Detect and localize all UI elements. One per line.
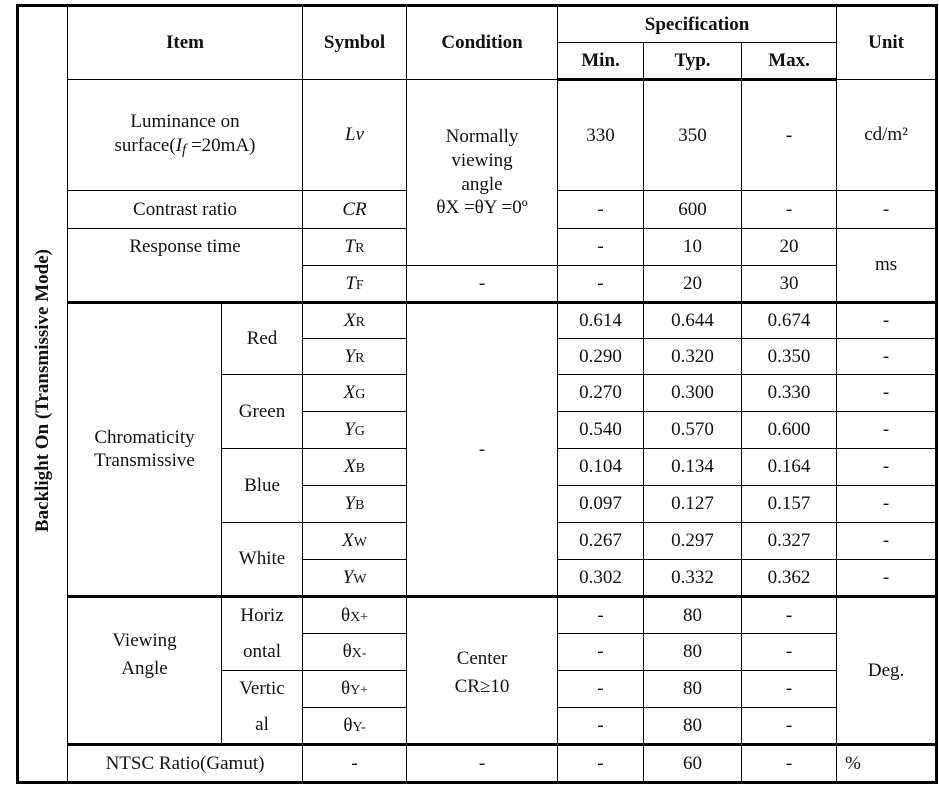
yw-typ: 0.332 [644,559,742,596]
color-red: Red [222,303,303,375]
response-tr-min: - [558,229,644,266]
contrast-unit: - [837,191,937,229]
table-row [18,303,937,339]
yr-min: 0.290 [558,338,644,374]
luminance-typ: 350 [644,80,742,191]
table-row [18,596,937,633]
chromaticity-condition: - [407,303,558,597]
yg-unit: - [837,411,937,448]
contrast-min: - [558,191,644,229]
response-tr-typ: 10 [644,229,742,266]
symbol-yw: YW [303,559,407,596]
luminance-item: Luminance on surface(If =20mA) [68,80,303,191]
symbol-yb: YB [303,485,407,522]
header-symbol: Symbol [303,6,407,80]
header-item: Item [68,6,303,80]
side-label: Backlight On (Transmissive Mode) [32,249,54,533]
yg-typ: 0.570 [644,411,742,448]
ntsc-typ: 60 [644,744,742,782]
symbol-theta-y-plus: θY+ [303,670,407,707]
xw-max: 0.327 [742,522,837,559]
vertical-label-2: al [222,707,303,744]
xg-min: 0.270 [558,374,644,411]
contrast-max: - [742,191,837,229]
spec-table [16,4,938,784]
theta-x-plus-typ: 80 [644,596,742,633]
yw-unit: - [837,559,937,596]
xr-min: 0.614 [558,303,644,339]
symbol-theta-y-minus: θY- [303,707,407,744]
header-max: Max. [742,43,837,80]
response-item-continuation [68,266,303,303]
response-item: Response time [68,229,303,266]
table-row [18,266,937,303]
xb-typ: 0.134 [644,448,742,485]
luminance-symbol: Lv [303,80,407,191]
xw-min: 0.267 [558,522,644,559]
contrast-symbol: CR [303,191,407,229]
header-condition: Condition [407,6,558,80]
response-unit: ms [837,229,937,303]
symbol-theta-x-minus: θX- [303,633,407,670]
color-blue: Blue [222,448,303,522]
theta-y-minus-max: - [742,707,837,744]
theta-y-minus-min: - [558,707,644,744]
contrast-item: Contrast ratio [68,191,303,229]
luminance-unit: cd/m² [837,80,937,191]
luminance-max: - [742,80,837,191]
theta-x-minus-min: - [558,633,644,670]
color-green: Green [222,374,303,448]
symbol-theta-x-plus: θX+ [303,596,407,633]
yb-typ: 0.127 [644,485,742,522]
header-specification: Specification [558,6,837,43]
response-tf-max: 30 [742,266,837,303]
ntsc-unit: % [837,744,937,782]
viewing-angle-condition: Center CR≥10 [407,596,558,744]
theta-x-plus-max: - [742,596,837,633]
viewing-angle-unit: Deg. [837,596,937,744]
symbol-xr: XR [303,303,407,339]
ntsc-max: - [742,744,837,782]
symbol-xg: XG [303,374,407,411]
vertical-label-1: Vertic [222,670,303,707]
yw-min: 0.302 [558,559,644,596]
xg-max: 0.330 [742,374,837,411]
luminance-min: 330 [558,80,644,191]
yb-unit: - [837,485,937,522]
ntsc-min: - [558,744,644,782]
xr-typ: 0.644 [644,303,742,339]
symbol-yr: YR [303,338,407,374]
ntsc-item: NTSC Ratio(Gamut) [68,744,303,782]
yb-max: 0.157 [742,485,837,522]
yw-max: 0.362 [742,559,837,596]
xr-unit: - [837,303,937,339]
side-label-cell [18,6,68,783]
yg-max: 0.600 [742,411,837,448]
theta-x-minus-typ: 80 [644,633,742,670]
xb-max: 0.164 [742,448,837,485]
theta-y-minus-typ: 80 [644,707,742,744]
yg-min: 0.540 [558,411,644,448]
table-row [18,744,937,782]
xr-max: 0.674 [742,303,837,339]
header-unit: Unit [837,6,937,80]
yb-min: 0.097 [558,485,644,522]
response-tf-condition: - [407,266,558,303]
contrast-typ: 600 [644,191,742,229]
header-min: Min. [558,43,644,80]
theta-y-plus-max: - [742,670,837,707]
xw-unit: - [837,522,937,559]
chromaticity-item: Chromaticity Transmissive [68,303,222,597]
symbol-xb: XB [303,448,407,485]
condition-viewing-angle: Normally viewing angle θX =θY =0º [407,80,558,266]
symbol-xw: XW [303,522,407,559]
horizontal-label-2: ontal [222,633,303,670]
symbol-yg: YG [303,411,407,448]
theta-y-plus-typ: 80 [644,670,742,707]
xw-typ: 0.297 [644,522,742,559]
xg-unit: - [837,374,937,411]
response-tf-typ: 20 [644,266,742,303]
yr-unit: - [837,338,937,374]
theta-x-plus-min: - [558,596,644,633]
horizontal-label-1: Horiz [222,596,303,633]
table-row [18,80,937,191]
ntsc-symbol: - [303,744,407,782]
header-typ: Typ. [644,43,742,80]
yr-max: 0.350 [742,338,837,374]
xg-typ: 0.300 [644,374,742,411]
response-tr-max: 20 [742,229,837,266]
response-tf-min: - [558,266,644,303]
response-symbol-tr: TR [303,229,407,266]
viewing-angle-item: Viewing Angle [68,596,222,744]
yr-typ: 0.320 [644,338,742,374]
xb-unit: - [837,448,937,485]
theta-y-plus-min: - [558,670,644,707]
response-symbol-tf: TF [303,266,407,303]
color-white: White [222,522,303,596]
ntsc-condition: - [407,744,558,782]
xb-min: 0.104 [558,448,644,485]
theta-x-minus-max: - [742,633,837,670]
